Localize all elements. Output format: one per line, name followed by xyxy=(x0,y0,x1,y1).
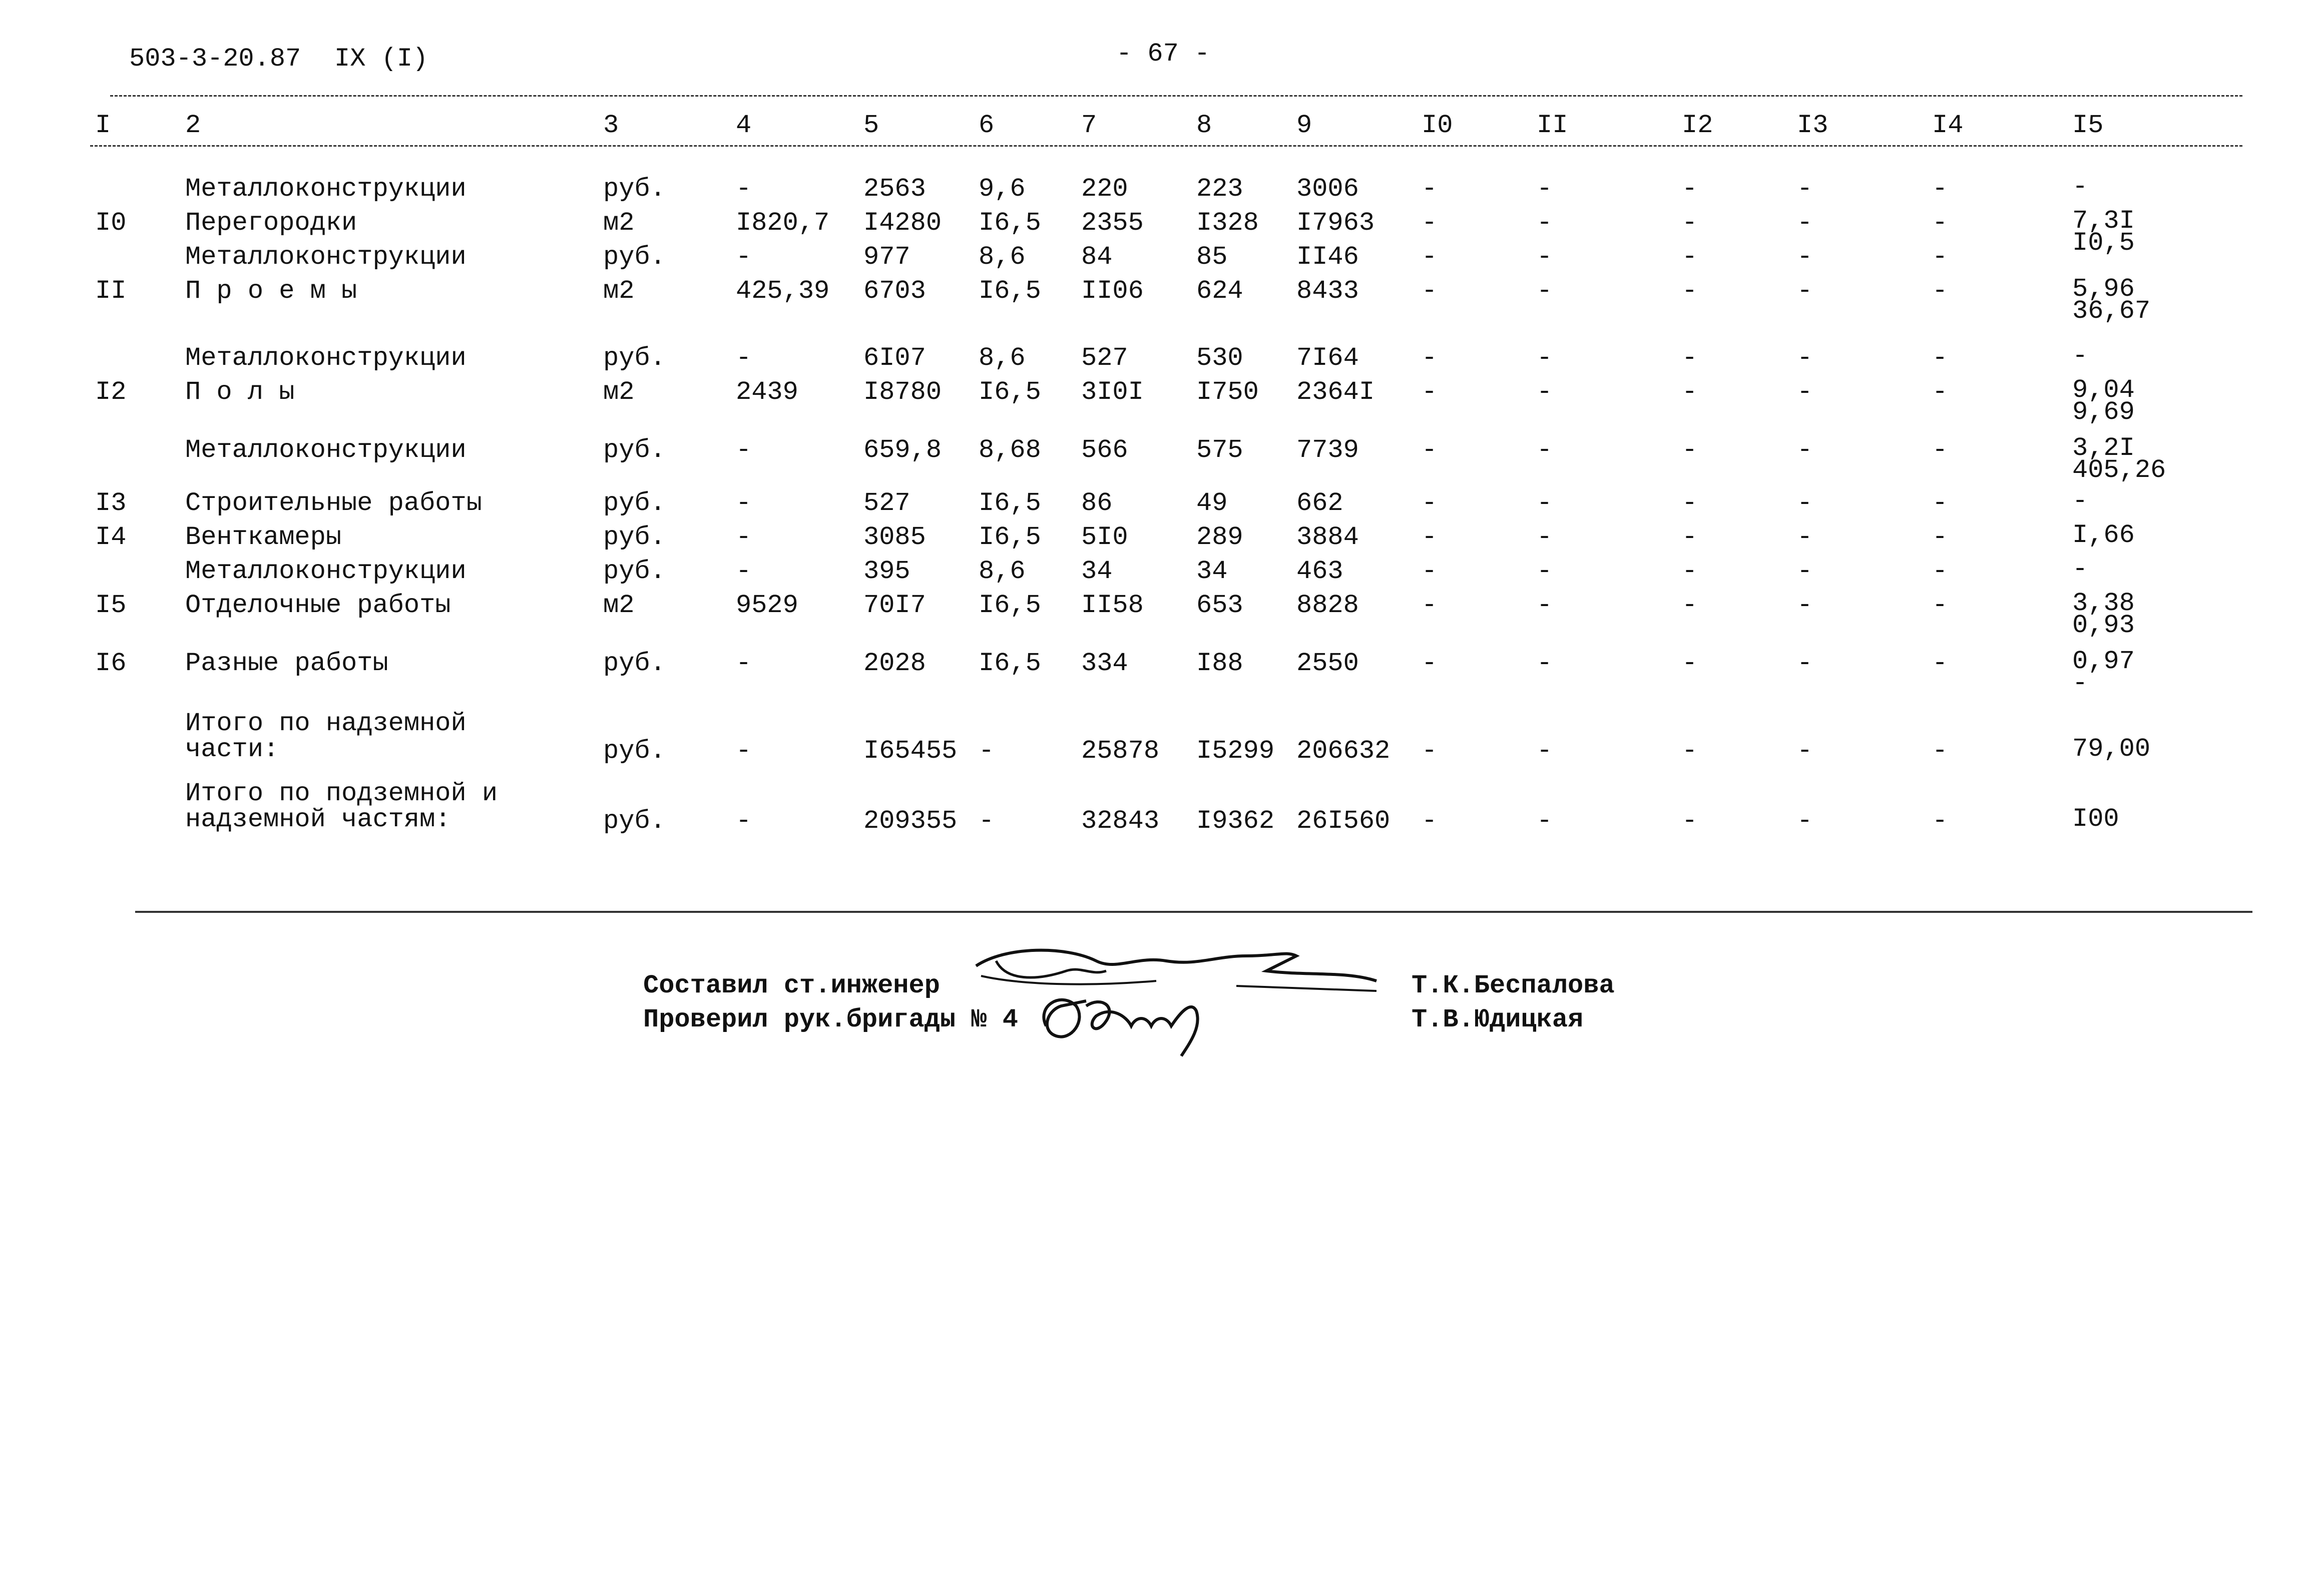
share-value: I,66 xyxy=(2072,520,2135,550)
share-value: 3,38 xyxy=(2072,589,2135,618)
row-value: 2355 xyxy=(1081,208,1144,238)
row-value: II58 xyxy=(1081,591,1144,620)
row-value: I6,5 xyxy=(979,522,1041,552)
checked-by-name: Т.В.Юдицкая xyxy=(1412,1005,1584,1034)
row-value: - xyxy=(1682,649,1698,678)
row-value: 9,6 xyxy=(979,174,1026,204)
row-value: - xyxy=(1422,377,1438,407)
row-value: 26I560 xyxy=(1296,806,1391,836)
row-value: - xyxy=(1932,522,1948,552)
row-value: I6,5 xyxy=(979,488,1041,518)
row-value: - xyxy=(1797,649,1813,678)
row-value: руб. xyxy=(603,649,666,678)
row-value: 2364I xyxy=(1296,377,1375,407)
row-value: - xyxy=(1797,736,1813,766)
row-value: 8,68 xyxy=(979,435,1041,465)
row-value: - xyxy=(1932,242,1948,272)
share-value: 79,00 xyxy=(2072,734,2151,764)
row-name: Металлоконструкции xyxy=(185,174,467,204)
row-value: 7739 xyxy=(1296,435,1359,465)
row-name: Металлоконструкции xyxy=(185,557,467,586)
row-value: - xyxy=(736,174,752,204)
row-value: 425,39 xyxy=(736,276,830,306)
row-value: - xyxy=(1932,343,1948,373)
row-value: м2 xyxy=(603,208,635,238)
row-value: 5I0 xyxy=(1081,522,1128,552)
handwritten-signature-2 xyxy=(1031,986,1211,1061)
share-value: 7,3I xyxy=(2072,206,2135,236)
row-value: 8,6 xyxy=(979,242,1026,272)
row-value: 34 xyxy=(1196,557,1228,586)
row-number: I5 xyxy=(95,591,127,620)
row-value: - xyxy=(1932,276,1948,306)
row-value: - xyxy=(1797,276,1813,306)
row-value: 32843 xyxy=(1081,806,1160,836)
column-header: I0 xyxy=(1422,111,1453,140)
row-value: 566 xyxy=(1081,435,1128,465)
row-value: - xyxy=(1537,377,1553,407)
compiled-by-name: Т.К.Беспалова xyxy=(1412,971,1615,1000)
share-value: 9,04 xyxy=(2072,375,2135,405)
row-value: - xyxy=(1422,208,1438,238)
row-value: - xyxy=(736,435,752,465)
row-value: - xyxy=(979,806,995,836)
row-value: - xyxy=(736,343,752,373)
row-share-percent xyxy=(2072,486,2088,516)
row-value: 49 xyxy=(1196,488,1228,518)
table-bottom-rule xyxy=(135,911,2252,913)
row-name: Строительные работы xyxy=(185,488,482,518)
share-value: 36,67 xyxy=(2072,296,2151,326)
column-header: I3 xyxy=(1797,111,1828,140)
column-header: I2 xyxy=(1682,111,1713,140)
row-value: 8828 xyxy=(1296,591,1359,620)
row-value: 395 xyxy=(863,557,910,586)
row-name: Разные работы xyxy=(185,649,388,678)
doc-code: 503-3-20.87 xyxy=(129,44,301,74)
share-value: - xyxy=(2072,172,2088,202)
row-name: Венткамеры xyxy=(185,522,342,552)
row-value: 3006 xyxy=(1296,174,1359,204)
row-value: I6,5 xyxy=(979,649,1041,678)
row-value: - xyxy=(1797,557,1813,586)
column-header: 2 xyxy=(185,111,201,140)
row-value: 653 xyxy=(1196,591,1243,620)
row-value: - xyxy=(1682,377,1698,407)
compiled-by-label: Составил ст.инженер xyxy=(643,971,940,1000)
row-value: 2028 xyxy=(863,649,926,678)
row-value: - xyxy=(1682,522,1698,552)
row-value: 3I0I xyxy=(1081,377,1144,407)
row-value: I6,5 xyxy=(979,208,1041,238)
row-value: - xyxy=(1537,488,1553,518)
row-value: - xyxy=(1682,343,1698,373)
row-value: - xyxy=(1422,806,1438,836)
row-value: 70I7 xyxy=(863,591,926,620)
row-value: - xyxy=(1797,522,1813,552)
row-value: - xyxy=(1682,242,1698,272)
row-value: - xyxy=(1537,242,1553,272)
row-value: - xyxy=(1682,806,1698,836)
row-value: - xyxy=(1422,488,1438,518)
row-value: I8780 xyxy=(863,377,942,407)
row-value: 3085 xyxy=(863,522,926,552)
row-value: I5299 xyxy=(1196,736,1275,766)
row-number: I3 xyxy=(95,488,127,518)
row-value: 223 xyxy=(1196,174,1243,204)
row-value: - xyxy=(1537,649,1553,678)
row-value: 8,6 xyxy=(979,343,1026,373)
column-header: I5 xyxy=(2072,111,2104,140)
row-value: - xyxy=(736,522,752,552)
row-value: - xyxy=(1797,242,1813,272)
share-value: 405,26 xyxy=(2072,455,2166,485)
row-value: м2 xyxy=(603,276,635,306)
row-value: 334 xyxy=(1081,649,1128,678)
row-value: - xyxy=(1682,557,1698,586)
row-value: - xyxy=(1932,591,1948,620)
share-value: I0,5 xyxy=(2072,228,2135,258)
row-value: - xyxy=(1422,557,1438,586)
row-value: II06 xyxy=(1081,276,1144,306)
row-value: I4280 xyxy=(863,208,942,238)
row-value: - xyxy=(1682,591,1698,620)
row-value: - xyxy=(1537,806,1553,836)
row-value: - xyxy=(1797,174,1813,204)
row-value: 6703 xyxy=(863,276,926,306)
row-value: 463 xyxy=(1296,557,1343,586)
column-header: 8 xyxy=(1196,111,1212,140)
row-value: руб. xyxy=(603,488,666,518)
row-value: 34 xyxy=(1081,557,1113,586)
row-value: 7I64 xyxy=(1296,343,1359,373)
row-share-percent xyxy=(2072,804,2119,834)
row-name: Итого по подземной и надземной частям: xyxy=(185,779,498,834)
row-value: - xyxy=(1932,435,1948,465)
row-value: 25878 xyxy=(1081,736,1160,766)
row-value: руб. xyxy=(603,343,666,373)
row-value: - xyxy=(1932,806,1948,836)
share-value: I00 xyxy=(2072,804,2119,834)
row-share-percent xyxy=(2072,274,2151,326)
checked-by-label: Проверил рук.бригады № 4 xyxy=(643,1005,1018,1034)
row-value: - xyxy=(1537,557,1553,586)
row-value: 624 xyxy=(1196,276,1243,306)
column-header: 6 xyxy=(979,111,995,140)
row-value: - xyxy=(736,806,752,836)
row-value: руб. xyxy=(603,806,666,836)
column-header: 9 xyxy=(1296,111,1312,140)
share-value: - xyxy=(2072,555,2088,584)
row-value: - xyxy=(1932,208,1948,238)
row-value: - xyxy=(1537,208,1553,238)
row-share-percent xyxy=(2072,734,2151,764)
row-value: 209355 xyxy=(863,806,958,836)
row-value: 84 xyxy=(1081,242,1113,272)
row-share-percent xyxy=(2072,647,2135,699)
row-value: - xyxy=(1537,435,1553,465)
row-number: I2 xyxy=(95,377,127,407)
row-value: - xyxy=(1682,208,1698,238)
row-value: - xyxy=(1422,343,1438,373)
row-value: руб. xyxy=(603,736,666,766)
row-number: I4 xyxy=(95,522,127,552)
row-value: - xyxy=(1932,649,1948,678)
row-name: Металлоконструкции xyxy=(185,435,467,465)
column-header: II xyxy=(1537,111,1568,140)
row-value: - xyxy=(736,242,752,272)
row-value: - xyxy=(1682,435,1698,465)
row-value: - xyxy=(736,736,752,766)
row-value: - xyxy=(1422,242,1438,272)
row-number: II xyxy=(95,276,127,306)
row-name: Металлоконструкции xyxy=(185,242,467,272)
row-value: I6,5 xyxy=(979,377,1041,407)
row-value: - xyxy=(1932,488,1948,518)
row-value: руб. xyxy=(603,174,666,204)
row-value: - xyxy=(1422,174,1438,204)
row-share-percent xyxy=(2072,172,2088,202)
share-value: 3,2I xyxy=(2072,433,2135,463)
share-value: - xyxy=(2072,341,2088,371)
share-value: 5,96 xyxy=(2072,274,2135,304)
row-name: Перегородки xyxy=(185,208,357,238)
row-value: 2550 xyxy=(1296,649,1359,678)
row-value: - xyxy=(1537,522,1553,552)
row-name: Отделочные работы xyxy=(185,591,451,620)
row-value: I820,7 xyxy=(736,208,830,238)
row-value: 2439 xyxy=(736,377,798,407)
row-value: 8,6 xyxy=(979,557,1026,586)
column-header: I4 xyxy=(1932,111,1964,140)
row-value: 530 xyxy=(1196,343,1243,373)
row-share-percent xyxy=(2072,520,2135,550)
row-value: - xyxy=(1797,591,1813,620)
row-value: 289 xyxy=(1196,522,1243,552)
row-value: - xyxy=(1422,276,1438,306)
row-number: I0 xyxy=(95,208,127,238)
row-value: I328 xyxy=(1196,208,1259,238)
row-value: 527 xyxy=(863,488,910,518)
row-value: - xyxy=(1537,174,1553,204)
row-value: 977 xyxy=(863,242,910,272)
row-value: - xyxy=(1422,736,1438,766)
row-value: - xyxy=(1932,377,1948,407)
row-value: I750 xyxy=(1196,377,1259,407)
row-value: - xyxy=(736,557,752,586)
row-value: I7963 xyxy=(1296,208,1375,238)
row-value: - xyxy=(1537,736,1553,766)
row-value: 9529 xyxy=(736,591,798,620)
row-name: Металлоконструкции xyxy=(185,343,467,373)
row-value: 659,8 xyxy=(863,435,942,465)
row-value: руб. xyxy=(603,522,666,552)
row-value: - xyxy=(1422,591,1438,620)
row-value: - xyxy=(1537,276,1553,306)
row-value: - xyxy=(1797,435,1813,465)
row-value: - xyxy=(1537,343,1553,373)
row-value: 85 xyxy=(1196,242,1228,272)
page-number: - 67 - xyxy=(1116,39,1210,69)
row-value: - xyxy=(1682,736,1698,766)
row-share-percent xyxy=(2072,206,2135,258)
row-value: - xyxy=(1932,557,1948,586)
row-value: - xyxy=(1797,343,1813,373)
row-value: руб. xyxy=(603,557,666,586)
row-value: - xyxy=(1422,649,1438,678)
row-value: 575 xyxy=(1196,435,1243,465)
row-name: Итого по надземной части: xyxy=(185,709,467,764)
row-value: - xyxy=(1682,174,1698,204)
row-value: 527 xyxy=(1081,343,1128,373)
row-value: 8433 xyxy=(1296,276,1359,306)
row-value: I65455 xyxy=(863,736,958,766)
row-share-percent xyxy=(2072,433,2166,485)
row-value: - xyxy=(1422,522,1438,552)
row-value: I6,5 xyxy=(979,591,1041,620)
share-value: - xyxy=(2072,486,2088,516)
row-value: 220 xyxy=(1081,174,1128,204)
row-value: - xyxy=(1797,806,1813,836)
row-name: П о л ы xyxy=(185,377,295,407)
row-value: I9362 xyxy=(1196,806,1275,836)
row-share-percent xyxy=(2072,589,2135,641)
row-value: - xyxy=(1932,174,1948,204)
row-value: - xyxy=(1422,435,1438,465)
row-value: - xyxy=(1682,488,1698,518)
row-value: - xyxy=(1797,208,1813,238)
share-value: - xyxy=(2072,669,2088,699)
row-value: I88 xyxy=(1196,649,1243,678)
row-value: м2 xyxy=(603,591,635,620)
row-value: м2 xyxy=(603,377,635,407)
row-value: - xyxy=(1932,736,1948,766)
row-value: 662 xyxy=(1296,488,1343,518)
row-value: II46 xyxy=(1296,242,1359,272)
share-value: 9,69 xyxy=(2072,397,2135,427)
row-value: - xyxy=(1682,276,1698,306)
row-value: - xyxy=(736,488,752,518)
doc-part: IX (I) xyxy=(334,44,428,74)
share-value: 0,93 xyxy=(2072,611,2135,641)
row-value: - xyxy=(1537,591,1553,620)
row-value: руб. xyxy=(603,242,666,272)
column-header: I xyxy=(95,111,111,140)
row-share-percent xyxy=(2072,375,2135,427)
row-value: 3884 xyxy=(1296,522,1359,552)
row-value: руб. xyxy=(603,435,666,465)
row-value: 86 xyxy=(1081,488,1113,518)
row-value: - xyxy=(979,736,995,766)
row-value: 6I07 xyxy=(863,343,926,373)
row-value: - xyxy=(1797,377,1813,407)
column-header: 5 xyxy=(863,111,879,140)
column-header: 4 xyxy=(736,111,752,140)
share-value: 0,97 xyxy=(2072,647,2135,676)
row-value: - xyxy=(736,649,752,678)
row-value: I6,5 xyxy=(979,276,1041,306)
row-value: 206632 xyxy=(1296,736,1391,766)
row-value: - xyxy=(1797,488,1813,518)
row-number: I6 xyxy=(95,649,127,678)
row-share-percent xyxy=(2072,555,2088,584)
column-header: 3 xyxy=(603,111,619,140)
row-share-percent xyxy=(2072,341,2088,371)
row-name: П р о е м ы xyxy=(185,276,357,306)
row-value: 2563 xyxy=(863,174,926,204)
column-header: 7 xyxy=(1081,111,1097,140)
